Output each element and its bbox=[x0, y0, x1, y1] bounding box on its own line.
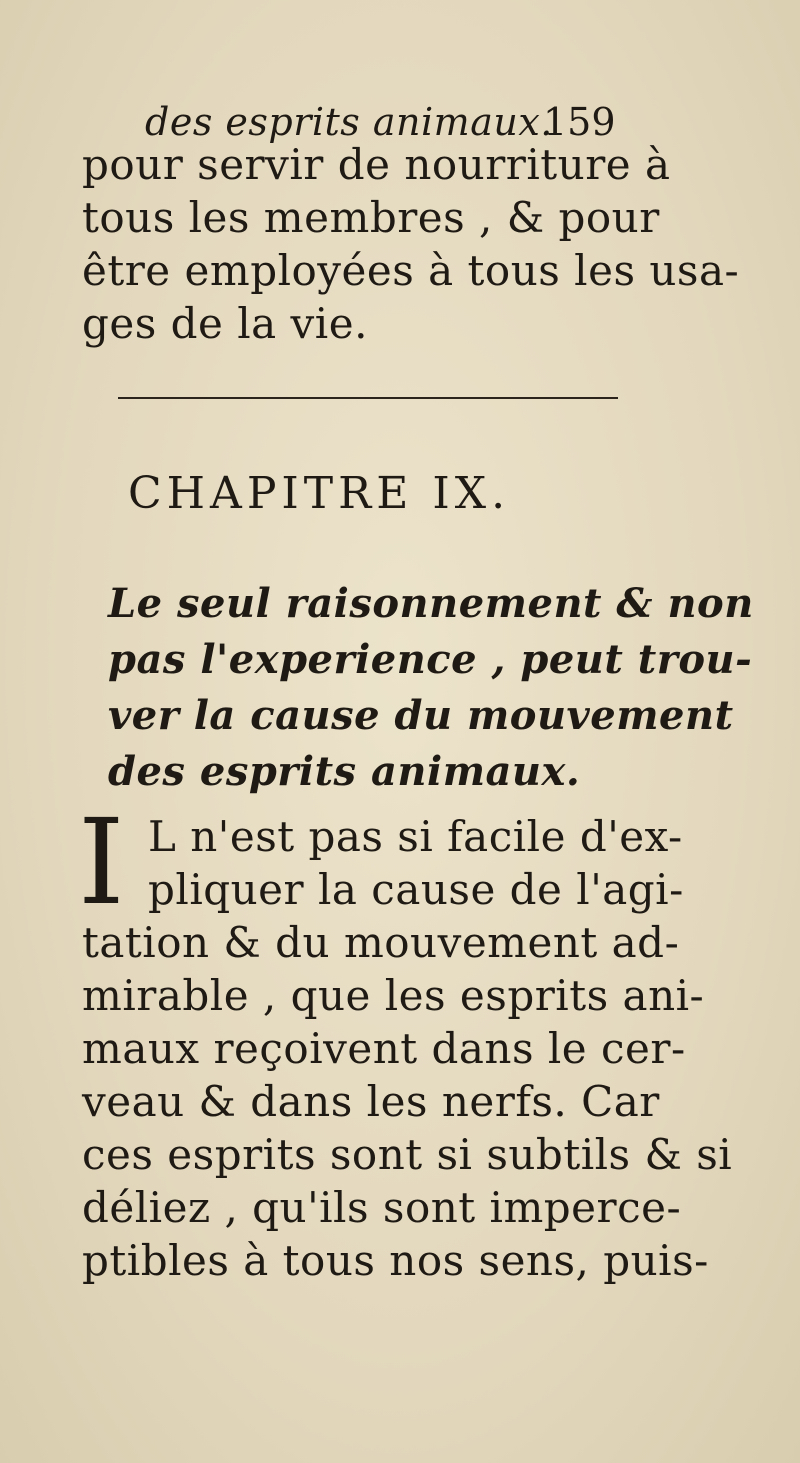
text-line: pour servir de nourriture à bbox=[82, 140, 671, 189]
running-title: des esprits animaux. bbox=[145, 100, 553, 144]
chapter-divider-rule bbox=[118, 397, 618, 399]
text-line: tation & du mouvement ad- bbox=[82, 918, 680, 967]
text-line: déliez , qu'ils sont imperce- bbox=[82, 1183, 682, 1232]
summary-line: ver la cause du mouvement bbox=[108, 692, 734, 739]
chapter-heading: CHAPITRE IX. bbox=[128, 468, 511, 519]
text-line: veau & dans les nerfs. Car bbox=[82, 1077, 660, 1126]
page-number: 159 bbox=[543, 100, 616, 144]
summary-line: Le seul raisonnement & non bbox=[108, 580, 754, 627]
summary-line: des esprits animaux. bbox=[108, 748, 581, 795]
text-line: ges de la vie. bbox=[82, 299, 368, 348]
text-line: tous les membres , & pour bbox=[82, 193, 660, 242]
text-line: ptibles à tous nos sens, puis- bbox=[82, 1236, 709, 1285]
drop-cap: I bbox=[78, 793, 125, 931]
text-line: maux reçoivent dans le cer- bbox=[82, 1024, 686, 1073]
text-line: pliquer la cause de l'agi- bbox=[148, 865, 684, 914]
text-line: être employées à tous les usa- bbox=[82, 246, 740, 295]
text-line: L n'est pas si facile d'ex- bbox=[148, 812, 683, 861]
text-line: ces esprits sont si subtils & si bbox=[82, 1130, 733, 1179]
summary-line: pas l'experience , peut trou- bbox=[108, 636, 753, 683]
text-line: mirable , que les esprits ani- bbox=[82, 971, 705, 1020]
